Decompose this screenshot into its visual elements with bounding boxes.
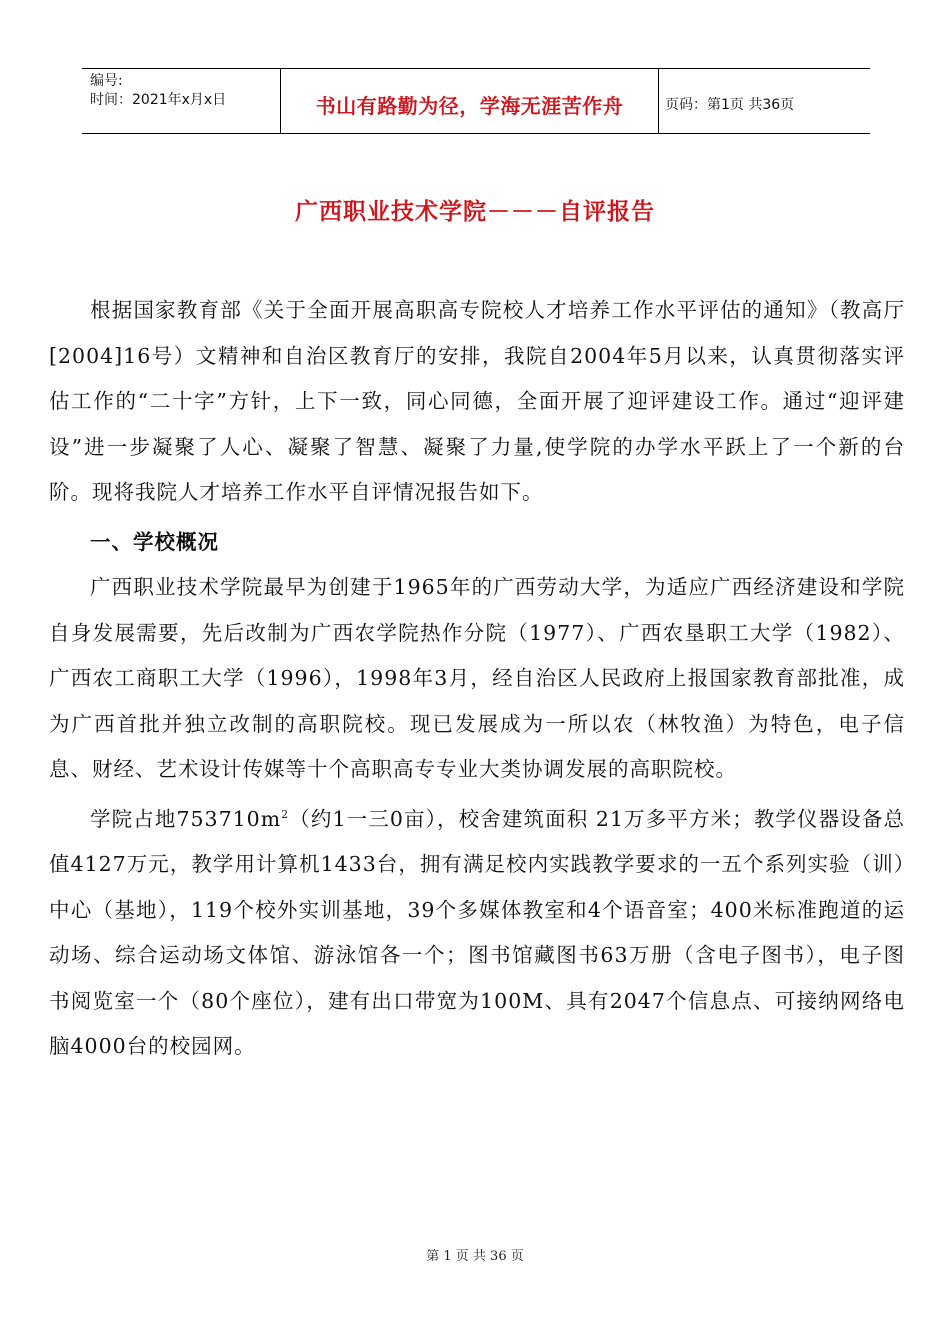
document-title: 广西职业技术学院－－－自评报告	[295, 199, 655, 225]
header-motto: 书山有路勤为径，学海无涯苦作舟	[281, 69, 659, 133]
section-heading: 一、学校概况	[90, 529, 219, 554]
document-number-label: 编号:	[90, 73, 123, 89]
header-meta	[82, 69, 281, 133]
page-footer: 第 1 页 共 36 页	[426, 1249, 524, 1264]
document-date: 时间：2021年x月x日	[90, 92, 227, 108]
document-header	[82, 68, 870, 134]
area-text: 学院占地753710m	[90, 806, 282, 831]
facilities-text: （约1一三0亩），校舍建筑面积 21万多平方米；教学仪器设备总值4127万元，教学用计算机1433台，拥有满足校内实践教学要求的一五个系列实验（训）中心（基地），119个校外实训基地，39个多媒体教室和4个语音室；400米标准跑道的运动场、综合运动场文体馆、游泳馆各一个；图书馆藏图书63万册（含电子图书），电子图书阅览室一个（80个座位），建有出口带宽为100M、具有2047个信息点、可接纳网络电脑4000台的校园网。	[49, 806, 905, 1058]
header-page-number: 页码：第1页 共36页	[665, 97, 795, 113]
school-facilities-paragraph	[49, 797, 905, 1070]
area-unit-superscript: 2	[281, 807, 290, 821]
school-history-paragraph: 广西职业技术学院最早为创建于1965年的广西劳动大学，为适应广西经济建设和学院自身发展需要，先后改制为广西农学院热作分院（1977）、广西农垦职工大学（1982）、广西农工商职工大学（1996），1998年3月，经自治区人民政府上报国家教育部批准，成为广西首批并独立改制的高职院校。现已发展成为一所以农（林牧渔）为特色，电子信息、财经、艺术设计传媒等十个高职高专专业大类协调发展的高职院校。	[49, 575, 905, 781]
document-body	[49, 288, 905, 1070]
intro-paragraph: 根据国家教育部《关于全面开展高职高专院校人才培养工作水平评估的通知》（教高厅[2004]16号）文精神和自治区教育厅的安排，我院自2004年5月以来，认真贯彻落实评估工作的“二十字”方针，上下一致，同心同德，全面开展了迎评建设工作。通过“迎评建设”进一步凝聚了人心、凝聚了智慧、凝聚了力量,使学院的办学水平跃上了一个新的台阶。现将我院人才培养工作水平自评情况报告如下。	[49, 298, 905, 504]
